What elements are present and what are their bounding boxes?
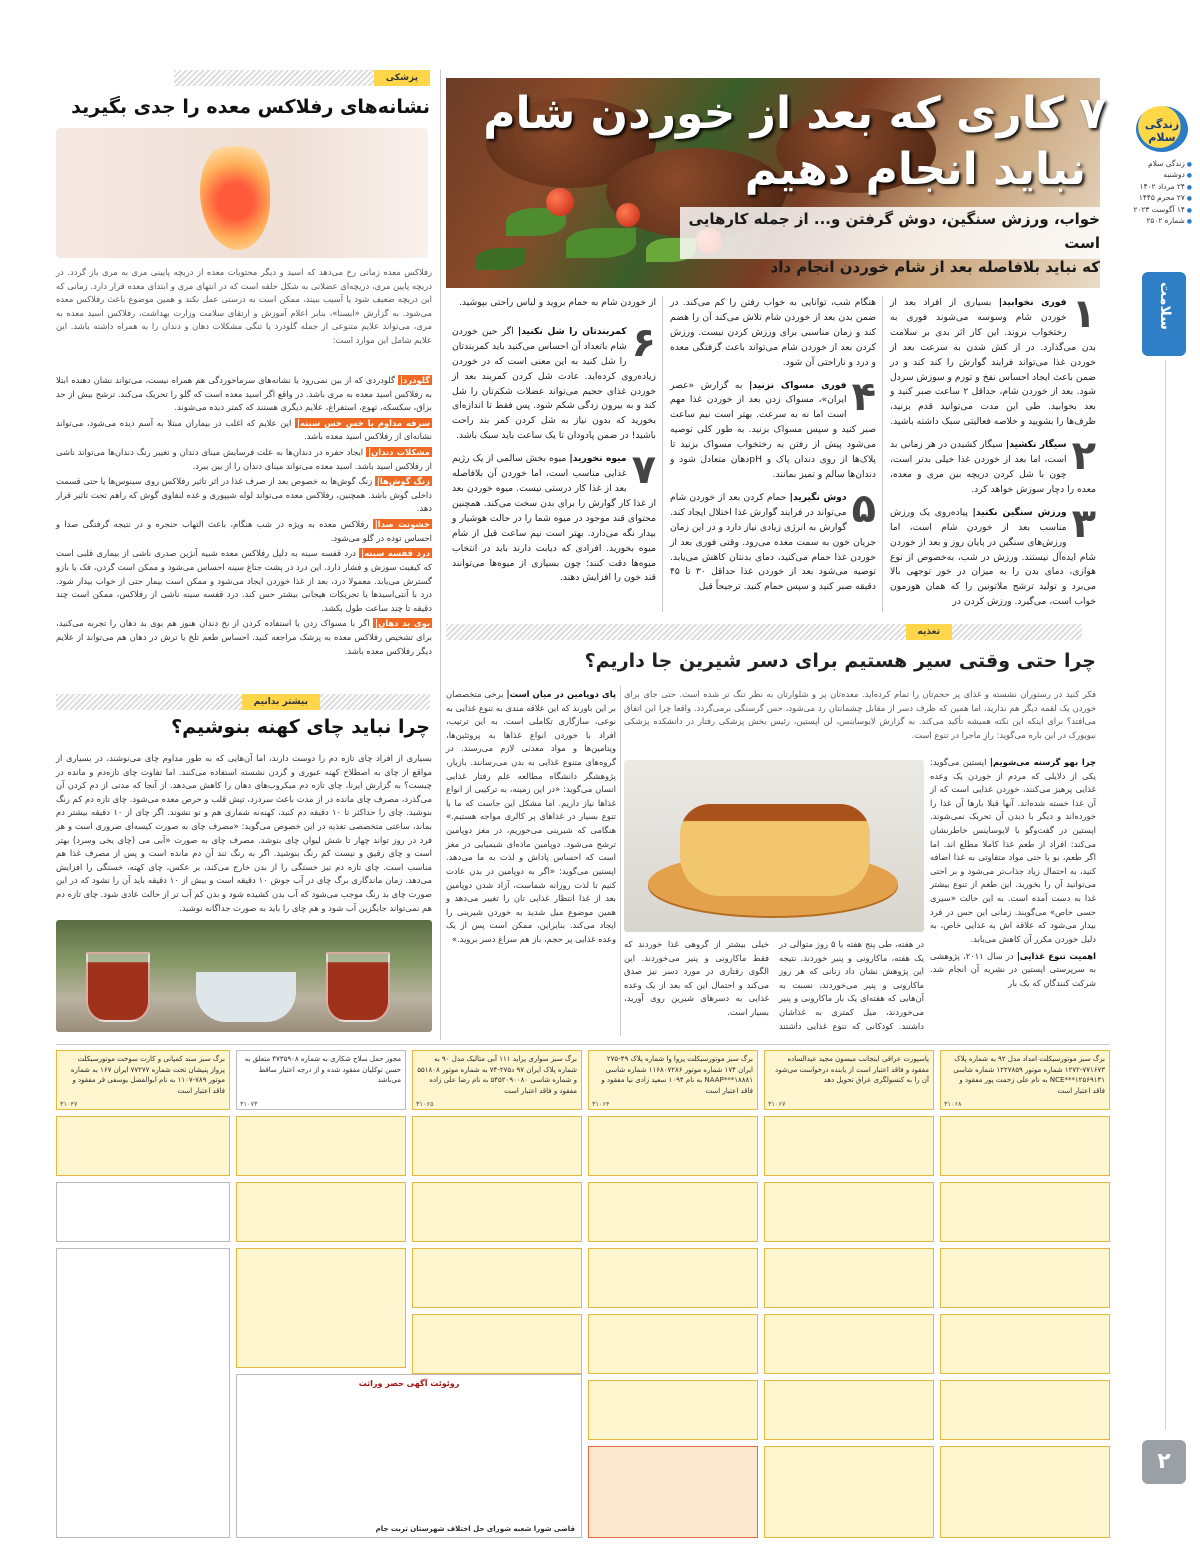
section-tag: تغذیه xyxy=(906,624,953,640)
reflux-list xyxy=(56,374,432,658)
sweets-column-mid: در هفته، طی پنج هفته یا ۵ روز متوالی در یک هفته، ماکارونی و پنیر خوردند. نتیجه این پژوهش نشان داد زنانی که هر روز ماکارونی و پنیر می‌خوردند، نسبت به آن‌هایی که هفته‌ای یک بار ماکارونی و پنیر می‌خوردند، میل کمتری به غذاشان داشتند. کودکانی که تنوع غذایی داشتند خیلی بیشتر از گروهی غذا خوردند که فقط ماکارونی و پنیر می‌خوردند. این الگوی رفتاری در مورد دسر نیز صدق می‌کند و احتمال این که بعد از یک وعده غذایی به دسرهای شیرین روی آورید، بسیار است. xyxy=(624,939,924,1031)
sweets-paragraph: چرا بهو گرسنه می‌شویم| اپستین می‌گوید: یکی از دلایلی که مردم از خوردن یک وعده غذایی پرهیز می‌کنند، خوردن غذایی است که از آن غذا خسته شده‌اند. آنها قبلا بارها آن غذا را خورده‌اند و دیگر با دیدن آن تحریک نمی‌شوند. اپستین در گفت‌وگو با لایوساینس خاطرنشان می‌کند: افراد از طعم غذا کاملا مطلع اند. اما اگر طعم، بو یا حتی مواد متفاوتی به غذا اضافه کنید، به احتمال زیاد جذاب‌تر می‌شود و بر احتی می‌توانید آن را بخورید. این طعم از تنوع بیشتر غذا به دست آمده است. به این حالت «سیری حسی خاص» می‌گویند. زمانی این حس در فرد بیدار می‌شود که علاقه اش به غذایی خاص، به دلیل خوردن مکرر آن کاهش می‌یابد. xyxy=(930,757,1096,944)
classified-ad xyxy=(236,1182,406,1242)
classified-ad xyxy=(764,1248,934,1308)
reflux-item: خشونت صدا| رفلاکس معده به ویژه در شب هنگام، باعث التهاب حنجره و در نتیجه گرفتگی صدا و احساس توده در گلو می‌شود. xyxy=(56,519,432,543)
classified-ads xyxy=(56,1050,1110,1540)
classified-ad: برگ سبز سواری پراید ۱۱۱ آبی متالیک مدل ۹۰ به شماره پلاک ایران ۹۷ د۲۷۵-۷۴ به شماره موتور ۵۵۱۸۰۸ و شماره شاسی ۵۴۵۲۰۹۰۰۸۰ به نام رضا علی زاده مفقود و فاقد اعتبار است ۳۱۰۶۵ xyxy=(412,1050,582,1110)
sweets-title: چرا حتی وقتی سیر هستیم برای دسر شیرین جا داریم؟ xyxy=(584,650,1096,672)
classified-ad xyxy=(588,1446,758,1538)
classified-ad xyxy=(764,1314,934,1374)
section-label: سلامت xyxy=(1157,282,1173,330)
classified-ad xyxy=(588,1182,758,1242)
classified-ad xyxy=(588,1248,758,1308)
article-item: ۱ فوری نخوابید| بسیاری از افراد بعد از خوردن شام وسوسه می‌شوند فوری به رختخواب بروند. این کار اثر بدی بر سلامت بدن می‌گذارد. در از کش شدن به سرعت بعد از خوردن غذا می‌تواند فرایند گوارش را کند کند و در ضمن باعث ایجاد احساس نفخ و تورم و سوزش سردل شود. بعد از خوردن شام، حداقل ۲ ساعت صبر کنید و بعد بخوابید. طی این مدت می‌توانید قدم بزنید، ظرف‌ها را بشویید و خلاصه فعالیتی سبک داشته باشید. xyxy=(890,291,1096,428)
section-tag: بیشتر بدانیم xyxy=(242,694,320,710)
classified-ad xyxy=(940,1380,1110,1440)
article-item: ۲ سیگار نکشید| سیگار کشیدن در هر زمانی بد است، اما بعد از خوردن غذا خیلی بدتر است، چون با شل کردن دریچه بین مری و معده، معده را دچار سوزش خواهد کرد. xyxy=(890,433,1096,495)
flan-photo xyxy=(624,760,924,932)
classified-ad xyxy=(764,1116,934,1176)
article-column-1 xyxy=(890,291,1096,610)
classified-ad xyxy=(940,1314,1110,1374)
classified-ad xyxy=(236,1116,406,1176)
sweets-intro: فکر کنید در رستوران نشسته و غذای پر حجم‌تان را تمام کرده‌اید. معده‌تان پر و شلوارتان به نظر تنگ تر شده است. حتی جای برای خوردن یک لقمه دیگر هم ندارید، اما همین که ظرف دسر از مقابل چشمانتان رد می‌شود، حس گرسنگی برمی‌گردد. واقعا چرا این اتفاق می‌افتد؟ برای اینکه این نکته همیشه تأکید می‌کند. به گزارش لایوساینس، لن اپستین، رئیس بخش پزشکی رفتار در دانشکده پزشکی نیویورک در این باره می‌گوید: رازِ ماجرا در تنوع است. xyxy=(624,689,1096,740)
classified-ad xyxy=(940,1182,1110,1242)
article-item: از خوردن شام به حمام بروید و لباس راحتی بپوشید. xyxy=(459,297,656,308)
classified-ad xyxy=(940,1446,1110,1538)
classified-ad: برگ سبز سند کمپانی و کارت سوخت موتورسیکلت پرواز پنیشان تحت شماره ۷۷۲۷۷ ایران ۱۶۷ به شماره موتور ۷۸۹-۱۱۰۷ به نام ابوالفضل یوسفی قر مفقود و فاقد اعتبار است ۳۱۰۴۷ xyxy=(56,1050,230,1110)
notice-title: روئوئت آگهی حصر وراثت xyxy=(358,1379,460,1388)
reflux-item: درد قفسه سینه| درد قفسه سینه به دلیل رفلاکس معده شبیه آنژین صدری ناشی از بیماری قلبی است که کیفیت سوزش و فشار دارد. این درد در پشت جناغ سینه احساس می‌شود و ممکن است گردن، فک یا بازو گسترش می‌یابد. معمولا درد، بعد از غذا خوردن ایجاد می‌شود و ممکن است بیمار حتی از خواب بیدار شود. درد با آنتی‌اسیدها یا تحریکات هیجانی بیشتر حس کند. درد قفسه سینه ناشی از رفلاکس، ممکن است چند دقیقه تا چند ساعت طول بکشد. xyxy=(56,548,432,613)
article-item: ۵ دوش نگیرید| حمام کردن بعد از خوردن شام می‌تواند در فرایند گوارش غذا اختلال ایجاد کند. گوارش به انرژی زیادی نیاز دارد و در این زمان جریان خون به سمت معده می‌رود. وقتی فوری بعد از خوردن غذا حمام می‌کنید، دمای بدنتان کاهش می‌یابد. توصیه می‌شود بعد از خوردن غذا حداقل ۳۰ تا ۴۵ دقیقه صبر کنید و سپس حمام کنید. ترجیحاً قبل xyxy=(670,485,876,593)
hero-title: ۷ کاری که بعد از خوردن شام xyxy=(483,88,1106,139)
section-tag-bar xyxy=(446,624,1082,640)
section-tag: پزشکی xyxy=(374,70,430,86)
reflux-intro: رفلاکس معده زمانی رخ می‌دهد که اسید و دیگر محتویات معده از دریچه پایینی مری به مری باز گردد. در دریچه پایین مری، دریچه‌ای عضلانی به شکل حلقه است که در انتهای مری و ابتدای معده قرار دارد. زمانی که این دریچه ضعیف شود یا آسیب ببیند، ممکن است به درستی عمل نکند و همین موضوع باعث رفلاکس معده می‌شود. به گزارش «ایسنا»، بنابر اعلام آموزش و ارتقای سلامت وزارت بهداشت، رفلاکس اسید معده به مری، می‌تواند علایم متنوعی از جمله گلودرد یا تنگی مشکلات دهان و دندان را به همراه داشته باشد. این علایم شامل این موارد است: xyxy=(56,267,432,346)
strip-divider xyxy=(1165,360,1166,1430)
tea-body: بسیاری از افراد چای تازه دم را دوست دارند، اما آن‌هایی که به طور مداوم چای می‌نوشند، در بسیاری از مواقع از چای به اصطلاح کهنه عبوری و گردن نشسته استفاده می‌کنند. اما تفاوت چای تازه‌دم و مانده در چیست؟ به گزارش ایرنا، چای تازه دم میکروب‌های دهان را کاهش می‌دهد. از آنجا که مدتی از دم کردن آن می‌گذرد، مصرف چای مانده در از مدت باعث سردرد، تپش قلب و حرص معده می‌شود. چای تازه دم کم رنگ بنوشید. چای را حداکثر تا ۱۰ دقیقه دم کنید، کهنه‌نه شماری هم و تو نشوند. اگر چای از ۱۰ دقیقه بیشتر دم بماند، ساعتی متخصصی تغذیه در این خصوص می‌گوید: «مصرف چای به صورت کیسه‌ای ضروری است و هر فرد در روز تواند چهار تا شش لیوان چای بنوشد. مصرف چای به صورت «آبی می (چای یخی وسرد) بهتر است و چای رقیق و نیست کم رنگ بنوشید. اگر به رنگ تند آن دم مانده است و پس از مصرف غذا هم مناسب است. چای تازه دم نیز خستگی را از بدن خارج می‌کند، بر عکس، چای کهنه، خستگی را افزایش می‌دهد. زمان ماندگاری برگ چای در آب جوش ۱۰ دقیقه است و بیش از ۱۰ دقیقه باید آن را نشود که در این صورت چای بد رنگ موجب می‌شود که آب بدن کشیده شود و بدن کم آب تر از حالت عادی شود. چای تازه دم هم نمی‌تواند جایگزین آب شود و هم چای را باید به صورت جداگانه نوشید. xyxy=(56,753,433,913)
hero-subtitle xyxy=(680,207,1106,276)
article-item: ۳ ورزش سنگین نکنید| پیاده‌روی یک ورزش مناسب بعد از خوردن شام است، اما ورزش‌های سنگین در پایان روز و بعد از خوردن شام ایده‌آل نیستند. ورزش در شب، به‌خصوص از نوع هوازی، دمای بدن را به میزان در خور توجهی بالا می‌برد و تولید ترشح ملاتونین را که همان هورمون خواب است، می‌گیرد. ورزش کردن در xyxy=(890,500,1096,608)
issue-line: ● زندگی سلام xyxy=(1132,158,1192,169)
reflux-item: سرفه مداوم یا خس خس سینه| این علایم که اغلب در بیماران مبتلا به آسم دیده می‌شود، می‌تواند نشانه‌ای از رفلاکس اسید معده باشد. xyxy=(56,417,432,442)
classified-ad xyxy=(56,1182,230,1242)
hero-subtitle-line: که نباید بلافاصله بعد از شام خوردن انجام داد xyxy=(770,258,1100,276)
reflux-item: گلودرد| گلودردی که از بین نمی‌رود یا نشانه‌های سرماخوردگی هم همراه نیست، می‌تواند نشان دهنده ابتلا به رفلاکس اسید معده به مری باشد. در واقع اگر اسید معده است که گلو را تحریک می‌کند. ترشح بیش از حد بزاق، سکسکه، تهوع، استفراغ، علایم دیگری هستند که کمتر دیده می‌شوند. xyxy=(56,375,432,413)
classified-ad xyxy=(764,1446,934,1538)
article-column-3 xyxy=(452,296,656,586)
reflux-item: بوی بد دهان| اگر با مسواک زدن یا استفاده کردن از نخ دندان هنوز هم بوی بد دهان را تجربه می‌کنید، برای تشخیص رفلاکس معده به پزشک مراجعه کنید. احساس طعم تلخ یا ترش در دهان هم می‌تواند از علایم دیگر رفلاکس معده باشد. xyxy=(56,618,432,656)
notice-footer: قاضی شورا شعبه شورای حل اختلاف شهرستان تربت جام xyxy=(375,1524,575,1533)
classified-ad xyxy=(940,1248,1110,1308)
article-item: ۶ کمربندتان را شل نکنید| اگر حین خوردن شام باتعداد آن احساس می‌کنید باید کمربندتان را شل کنید به این معنی است که در خوردن زیاده‌روی کرده‌اید. عادت شل کردن کمربند بعد از خوردن غذای حجیم می‌تواند عضلات شکم‌تان را شل کند و به بیرون زدگی شکم شود. پس فقط تا اندازه‌ای بخورید که بدون نیاز به شل کردن کمر بند راحت باشید! در ضمن پادودان تا یک ساعت باید سبک باشد. xyxy=(452,319,656,442)
issue-line: ● شماره ۲۵۰۲ xyxy=(1132,215,1192,226)
classified-ad xyxy=(56,1248,230,1538)
logo-text: زندگی سلام xyxy=(1144,118,1180,144)
article-column-2 xyxy=(670,296,876,595)
article-item: هنگام شب، توانایی به خواب رفتن را کم می‌کند. در ضمن بدن بعد از خوردن شام تلاش می‌کند آن را هضم کند و زمان مناسبی برای ورزش کردن نیست. ورزش کردن بعد از خوردن شام می‌تواند باعث گرفتگی معده و درد و ناراحتی آن شود. xyxy=(670,297,876,368)
section-tab xyxy=(1142,272,1186,356)
classified-ad: برگ سبز موتورسیکلت پروا وا شماره پلاک ۴۹-۲۷۵ ایران ۱۷۴ شماره موتور ۱۱۶۸۰۷۲۸۶ شماره شاسی NAAP***۱۸۸۸۱ به نام ۱۰۹۴ سعید زادی نیا مفقود و فاقد اعتبار است ۳۱۰۶۴ xyxy=(588,1050,758,1110)
classified-ad xyxy=(588,1314,758,1374)
classified-ad xyxy=(412,1314,582,1374)
classified-ad: مجوز حمل سلاح شکاری به شماره ۴۷۳۵۹۰۸ متعلق به حسن توکلیان مفقود شده و از درجه اعتبار ساقط می‌باشد ۳۱۰۷۳ xyxy=(236,1050,406,1110)
issue-line: ● ۱۴ آگوست ۲۰۲۳ xyxy=(1132,204,1192,215)
page-number: ۲ xyxy=(1142,1440,1186,1484)
classified-ad xyxy=(764,1182,934,1242)
tea-photo xyxy=(56,920,432,1032)
article-item: ۷ میوه نخورید| میوه بخش سالمی از یک رژیم غذایی مناسب است، اما خوردن آن بلافاصله بعد از غذا کار درستی نیست. میوه خوردن بعد از غذا کار گوارش را برای بدن سخت می‌کند. همچنین محتوای قند موجود در میوه شما را در حالت هوشیار و بیدار نگه می‌دارد. بهتر است نیم ساعت قبل از شام میوه بخورید. افرادی که دیابت دارند باید در انتخاب میوه‌ها دقت کنند؛ چون بسیاری از میوه‌ها می‌توانند قند خون را افزایش دهند. xyxy=(452,447,656,584)
sweets-paragraph: اهمیت تنوع غذایی| در سال ۲۰۱۱، پژوهشی به سرپرستی اپستین در نشریه آن انجام شد. شرکت کنندگان که یک بار xyxy=(930,950,1096,988)
classified-ad xyxy=(56,1116,230,1176)
hero-subtitle-line: خواب، ورزش سنگین، دوش گرفتن و... از جمله کارهایی است xyxy=(688,210,1100,252)
inheritance-notice xyxy=(236,1374,582,1538)
classified-ad xyxy=(412,1182,582,1242)
reflux-title: نشانه‌های رفلاکس معده را جدی بگیرید xyxy=(71,96,430,118)
issue-info xyxy=(1132,158,1192,227)
classified-ad: پاسپورت عراقی اینجانب میسون مجید عبدالساده مفقود و فاقد اعتبار است از یابنده درخواست می‌شود آن را به کنسولگری عراق تحویل دهد ۳۱۰۶۷ xyxy=(764,1050,934,1110)
hero-title-line2: نباید انجام دهیم xyxy=(744,144,1086,195)
reflux-item: زنگ گوش‌ها| زنگ گوش‌ها به خصوص بعد از صرف غذا در اثر تاثیر رفلاکس روی سینوس‌ها یا حتی قسمت داخلی گوش باشد. همچنین، رفلاکس معده می‌تواند لوله شیپوری و غده لنفاوی گوش که راهم تحت تاثیر قرار دهد. xyxy=(56,476,432,514)
classified-ad xyxy=(236,1248,406,1368)
classified-ad xyxy=(588,1116,758,1176)
issue-line: ● ۲۴ مرداد ۱۴۰۲ xyxy=(1132,181,1192,192)
reflux-item: مشکلات دندان| ایجاد حفره در دندان‌ها به علت فرسایش مینای دندان و تغییر رنگ دندان‌ها می‌تواند ناشی از رفلاکس اسید باشد. اسید معده می‌تواند مینای دندان را از بین ببرد. xyxy=(56,447,432,471)
issue-line: ● دوشنبه xyxy=(1132,169,1192,180)
classified-ad xyxy=(588,1380,758,1440)
classified-ad xyxy=(412,1248,582,1308)
sweets-column-right xyxy=(930,756,1096,990)
classified-ad xyxy=(764,1380,934,1440)
tea-title: چرا نباید چای کهنه بنوشیم؟ xyxy=(171,716,430,738)
sweets-column-left: پای دوپامین در میان است| برخی متخصصان بر این باورند که این علاقه مندی به تنوع غذایی به نوعی، سازگاری تکاملی است. به این ترتیب، افراد با خوردن انواع غذاها به پروتئین‌ها، ویتامین‌ها و مواد معدنی لازم می‌رسند. در گروه‌های متنوع غذایی به بدن می‌رسانند. بازیار، پژوهشگر دانشگاه مطالعه علم رفتار غذایی انسان می‌گوید: «در این زمینه، به ترکیبی از انواع غذاها نیاز داریم. اما مشکل این جاست که ما با تنوع بسیار در غذاهای پر کالری مواجه هستیم.» هنگامی که شیرینی می‌خوریم، در مغز دوپامین ترشح می‌شود. دوپامین ماده‌ای شیمیایی در مغز است که احساس پاداش و لذت به ما می‌دهد. اپستین می‌گوید: «اگر به دوپامین در بدن عادت کنیم تا لذت روزانه شماست، آزاد شدن دوپامین بعد از غذا انتظار غذایی تان را تغییر می‌دهد و همین موضوع میل شدید به خوردن شیرینی را ایجاد می‌کند. بنابراین، ممکن است پس از یک وعده غذایی پر حجم، باز هم سراغ دسر بروید.» xyxy=(446,689,616,944)
classified-ad xyxy=(412,1116,582,1176)
classified-ad: برگ سبز موتورسیکلت امداد مدل ۹۲ به شماره پلاک ۷۷۱۶۷۳-۱۲۷۲ شماره موتور ۱۲۲۷۸۵۹ شماره شاسی NCE***۱۲۵۶۹۱۴۱ به نام علی زحمت پور مفقود و فاقد اعتبار است ۳۱۰۶۸ xyxy=(940,1050,1110,1110)
section-tag-bar xyxy=(174,70,430,86)
article-item: ۴ فوری مسواک نزنید| به گزارش «عصر ایران»، مسواک زدن بعد از خوردن غذا مهم است اما نه به سرعت. بهتر است نیم ساعت صبر کنید و سپس مسواک بزنید. به طور کلی توصیه می‌شود پیش از رفتن به رختخواب مسواک بزنید تا پلاک‌ها از روی دندان پاک و pHدهان متعادل شود و دندان‌ها سالم و تمیز بمانند. xyxy=(670,373,876,480)
classified-ad xyxy=(940,1116,1110,1176)
issue-line: ● ۲۷ محرم ۱۴۴۵ xyxy=(1132,192,1192,203)
section-tag-bar xyxy=(56,694,430,710)
